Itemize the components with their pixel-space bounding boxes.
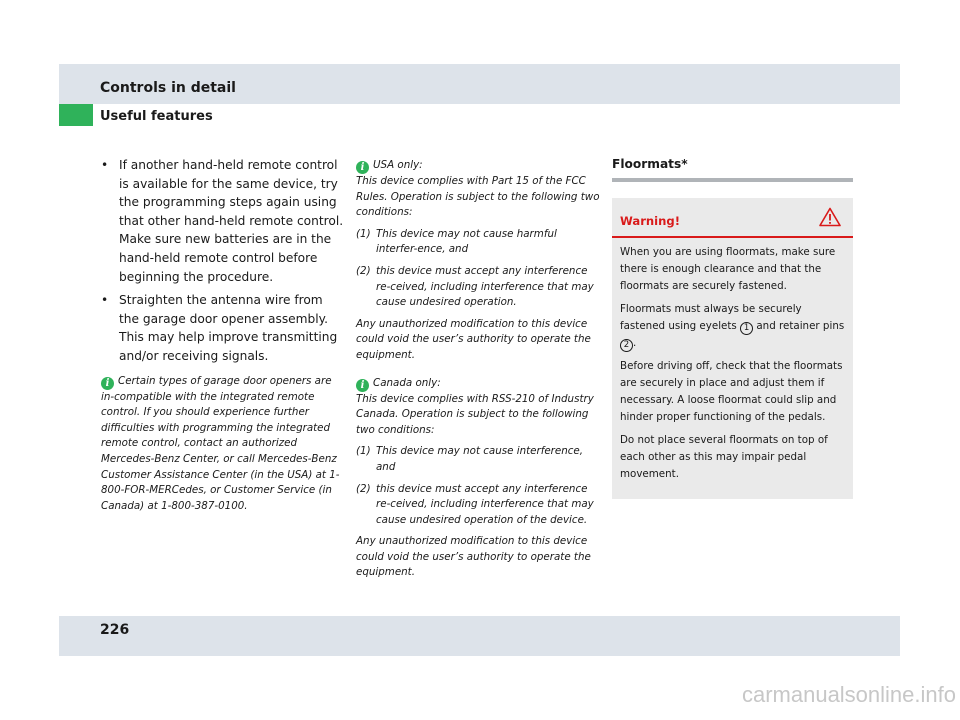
canada-condition-1: (1) This device may not cause interference, and bbox=[356, 445, 584, 473]
canada-condition-2: (2) this device must accept any interference re-ceived, including interference that may cause undesired operation of the device. bbox=[356, 482, 594, 526]
info-icon: i bbox=[356, 161, 369, 174]
usa-compliance-notice bbox=[356, 158, 600, 364]
title-divider bbox=[612, 178, 853, 182]
watermark: carmanualsonline.info bbox=[741, 682, 956, 707]
bullet-item bbox=[101, 291, 346, 365]
garage-opener-note bbox=[101, 374, 346, 515]
canada-compliance-notice bbox=[356, 376, 600, 582]
info-icon: i bbox=[356, 379, 369, 392]
callout-1-icon: 1 bbox=[740, 322, 753, 335]
bullet-icon: • bbox=[101, 158, 109, 172]
section-tab-marker bbox=[59, 104, 93, 126]
canada-heading: Canada only: bbox=[373, 376, 441, 389]
middle-column bbox=[356, 158, 600, 587]
warning-text: Floormats must always be securely fastened using eyelets 1 and retainer pins 2 . bbox=[620, 303, 845, 350]
usa-closing: Any unauthorized modification to this device could void the user’s authority to operate the equipment. bbox=[356, 317, 591, 361]
usa-condition-1: (1) This device may not cause harmful interfer-ence, and bbox=[356, 227, 557, 256]
warning-text: Before driving off, check that the floormats are securely in place and adjust them if necessary. A loose floormat could slip and hinder proper functioning of the pedals. bbox=[620, 360, 843, 423]
bullet-text: If another hand-held remote control is available for the same device, try the programming steps again using that other hand-held remote control. Make sure new batteries are in the hand-held remote control before beginning the procedure. bbox=[119, 158, 344, 284]
warning-text: When you are using floormats, make sure there is enough clearance and that the floormats are securely fastened. bbox=[620, 246, 836, 292]
warning-triangle-icon bbox=[819, 207, 841, 227]
page-number: 226 bbox=[100, 622, 130, 638]
warning-box bbox=[612, 198, 853, 499]
left-column bbox=[101, 156, 346, 514]
subsection-title: Useful features bbox=[100, 109, 213, 124]
bullet-icon: • bbox=[101, 293, 109, 308]
note-text: Certain types of garage door openers are in-compatible with the integrated remote control. If you should experience further difficulties with programming the integrated remote control, contact an authorized Mercedes-Benz Center, or call Mercedes-Benz Customer Assistance Center (in the USA) at 1-800-FOR-MERCedes, or Customer Service (in Canada) at 1-800-387-0100. bbox=[101, 374, 340, 512]
usa-condition-2: (2) this device must accept any interference re-ceived, including interference that may cause undesired operation. bbox=[356, 264, 594, 309]
canada-closing: Any unauthorized modification to this device could void the user’s authority to operate the equipment. bbox=[356, 535, 591, 579]
right-column bbox=[612, 156, 853, 499]
usa-heading: USA only: bbox=[373, 159, 423, 171]
canada-intro: This device complies with RSS-210 of Industry Canada. Operation is subject to the following two conditions: bbox=[356, 392, 594, 436]
section-title: Controls in detail bbox=[100, 80, 236, 96]
usa-intro: This device complies with Part 15 of the FCC Rules. Operation is subject to the following two conditions: bbox=[356, 175, 600, 219]
bullet-text: Straighten the antenna wire from the garage door opener assembly. This may help improve transmitting and/or receiving signals. bbox=[119, 293, 338, 363]
footer-band bbox=[59, 616, 900, 656]
floormats-title: Floormats* bbox=[612, 157, 688, 171]
info-icon: i bbox=[101, 377, 114, 390]
warning-text: Do not place several floormats on top of each other as this may impair pedal movement. bbox=[620, 434, 828, 480]
warning-title: Warning! bbox=[620, 214, 680, 228]
bullet-item bbox=[101, 156, 346, 286]
callout-2-icon: 2 bbox=[620, 339, 633, 352]
